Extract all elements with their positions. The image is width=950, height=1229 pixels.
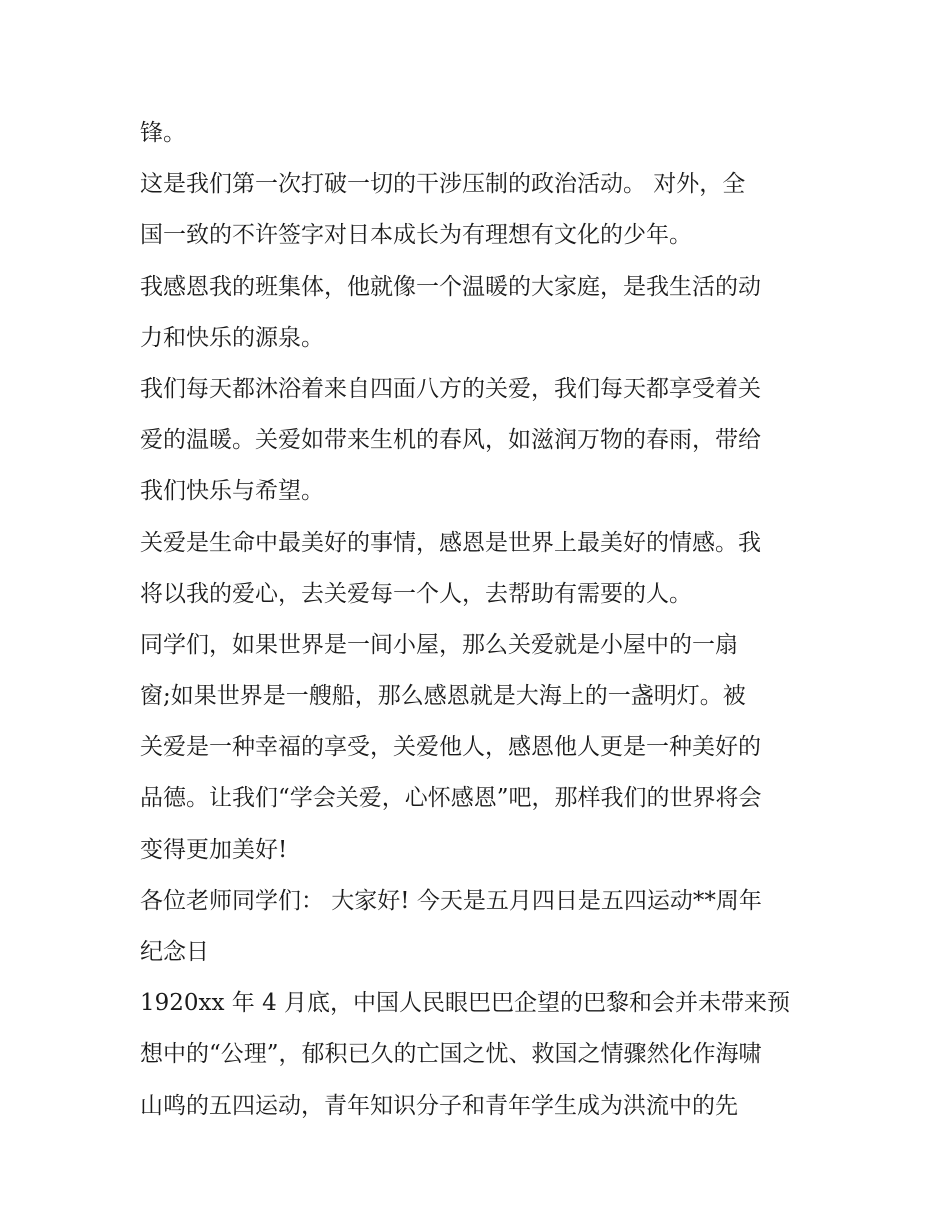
text-line: 品德。让我们“学会关爱，心怀感恩”吧，那样我们的世界将会 — [140, 785, 762, 812]
text-line: 我感恩我的班集体，他就像一个温暖的大家庭，是我生活的动 — [140, 273, 761, 300]
text-line: 纪念日 — [140, 939, 209, 965]
text-line: 1920xx 年 4 月底，中国人民眼巴巴企望的巴黎和会并未带来预 — [140, 990, 791, 1017]
document-body — [140, 108, 816, 1132]
text-line: 这是我们第一次打破一切的干涉压制的政治活动。 对外，全 — [140, 171, 746, 198]
text-line: 关爱是一种幸福的享受，关爱他人，感恩他人更是一种美好的 — [140, 734, 761, 761]
text-line: 爱的温暖。关爱如带来生机的春风，如滋润万物的春雨，带给 — [140, 427, 761, 454]
text-line: 关爱是生命中最美好的事情，感恩是世界上最美好的情感。我 — [140, 529, 761, 556]
text-line: 各位老师同学们： 大家好! 今天是五月四日是五四运动**周年 — [140, 887, 762, 914]
text-line: 将以我的爱心，去关爱每一个人，去帮助有需要的人。 — [140, 580, 692, 607]
text-line: 我们每天都沐浴着来自四面八方的关爱，我们每天都享受着关 — [140, 375, 761, 402]
text-line: 同学们，如果世界是一间小屋，那么关爱就是小屋中的一扇 — [140, 631, 738, 658]
text-line: 想中的“公理”，郁积已久的亡国之忧、救国之情骤然化作海啸 — [140, 1041, 762, 1068]
text-line: 窗;如果世界是一艘船，那么感恩就是大海上的一盏明灯。被 — [140, 683, 746, 710]
text-line: 我们快乐与希望。 — [140, 478, 324, 505]
text-line: 锋。 — [140, 120, 186, 146]
text-line: 力和快乐的源泉。 — [140, 324, 324, 351]
text-line: 山鸣的五四运动，青年知识分子和青年学生成为洪流中的先 — [140, 1092, 738, 1119]
text-line: 变得更加美好! — [140, 836, 288, 863]
text-line: 国一致的不许签字对日本成长为有理想有文化的少年。 — [140, 222, 692, 249]
